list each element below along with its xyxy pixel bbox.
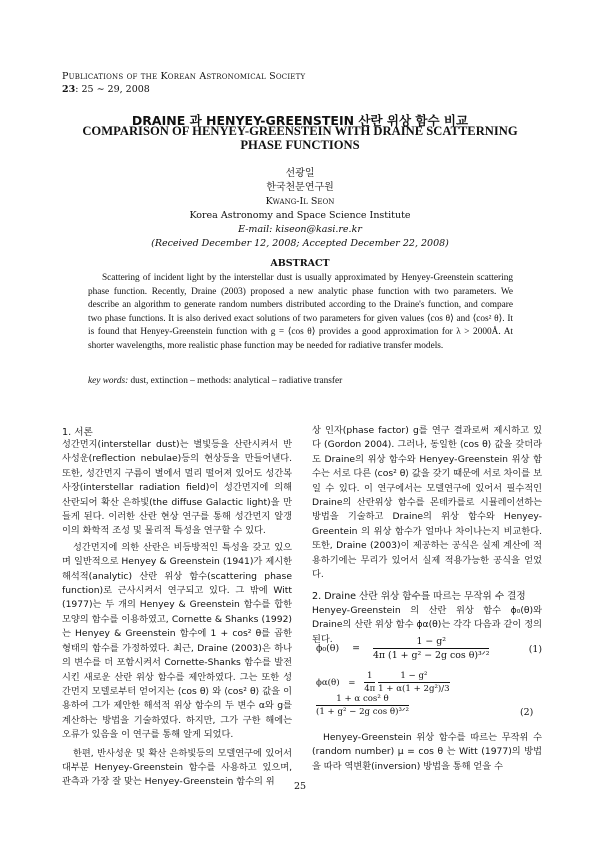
keywords-text: dust, extinction – methods: analytical – radiative transfer xyxy=(128,376,343,386)
equation-1: ϕ₀(θ) = $\frac{\text{1 − g²}}{\text{4π (1 + g² − 2g cos θ)³ᐟ²}}$ (1) xyxy=(316,636,542,661)
received-dates: (Received December 12, 2008; Accepted December 22, 2008) xyxy=(151,238,449,249)
section1-paragraph3: 한편, 반사성운 및 확산 은하빛등의 모델연구에 있어서 대부분 Henyey-Greenstein 함수를 사용하고 있으며, 관측과 가장 잘 맞는 Henyey-Greenstein 함수의 위 xyxy=(62,747,292,788)
volume-line xyxy=(62,84,150,95)
section1-paragraph4: 상 인자(phase factor) g를 연구 결과로써 제시하고 있다 (Gordon 2004). 그러나, 동일한 ⟨cos θ⟩ 값을 갖더라도 Draine의 위상 함수와 Henyey-Greenstein 위상 함수는 서로 다른 ⟨cos² θ⟩ 값을 갖기 때문에 서로 차이를 보일 수 있다. 이 연구에서는 모델연구에 있어서 필수적인 Draine의 산란위상 함수를 몬테카를로 시뮬레이션하는 방법을 기술하고 Draine의 위상 함수와 Henyey-Greentein 의 위상 함수가 얼마나 차이나는지 비교한다. 또한, Draine (2003)이 제공하는 공식은 실제 계산에 적용하기에는 무리가 있어서 실제 적용가능한 공식을 얻었다. xyxy=(312,425,542,581)
section2-paragraph1: Henyey-Greenstein 의 산란 위상 함수 ϕ₀(θ)와 Draine의 산란 위상 함수 ϕα(θ)는 각각 다음과 같이 정의된다. xyxy=(312,605,542,645)
section1-paragraph1: 성간먼지(interstellar dust)는 별빛등을 산란시켜서 반사성운(reflection nebulae)등의 현상등을 만들어낸다. 또한, 성간먼지 구름이 별에서 멀리 떨어져 있어도 성간복사장(interstellar radiation field)이 성간먼지에 의해 산란되어 확산 은하빛(the diffuse Galactic light)을 만들게 된다. 이러한 산란 현상 연구를 통해 성간먼지 알갱이의 화학적 조성 및 물리적 특성을 연구할 수 있다. xyxy=(62,439,292,537)
keywords-label: key words: xyxy=(88,376,129,386)
section2-paragraph2: Henyey-Greenstein 위상 함수를 따르는 무작위 수 (random number) μ = cos θ 는 Witt (1977)의 방법을 따라 역변환(inversion) 방법을 통해 얻을 수 xyxy=(312,732,542,772)
abstract-heading: ABSTRACT xyxy=(270,258,330,269)
section1-heading: 1. 서론 xyxy=(62,427,93,438)
eq1-denominator: 4π (1 + g² − 2g cos θ)³ᐟ² xyxy=(372,650,490,661)
left-column xyxy=(62,438,292,790)
eq2-f3-numerator: 1 + α cos² θ xyxy=(316,694,409,706)
title-english-line2: PHASE FUNCTIONS xyxy=(240,137,360,152)
title-english-line1: COMPARISON OF HENYEY-GREENSTEIN WITH DRAINE SCATTERNING xyxy=(82,124,518,138)
eq1-fraction xyxy=(373,636,490,661)
eq2-label: (2) xyxy=(520,707,534,718)
eq2-f2-denominator: 1 + α(1 + 2g²)/3 xyxy=(378,684,450,694)
institute-english: Korea Astronomy and Space Science Institute xyxy=(189,210,411,221)
eq1-numerator: 1 − g² xyxy=(373,636,490,649)
author-name-korean: 선광일 xyxy=(285,168,315,179)
equation-2: ϕα(θ) = $\frac{1}{4\pi}$ $\frac{\text{1 − g²}}{\text{1 + α(1 + 2g²)/3}}$ $\frac{\text{1 + α cos² θ}}{\text{(1 + g² − 2g cos θ)³ᐟ²}}$ xyxy=(316,671,450,717)
volume-number: 23 xyxy=(62,84,76,95)
eq2-lhs: ϕα(θ) xyxy=(316,678,340,688)
section1-paragraph2: 성간먼지에 의한 산란은 비등방적인 특성을 갖고 있으며 일반적으로 Henyey & Greenstein (1941)가 제시한 해석적(analytic) 산란 위상 함수(scattering phase function)로 근사시켜서 연구되고 있다. 그 밖에 Witt (1977)는 두 개의 Henyey & Greenstein 함수를 합한 모양의 함수를 이용하였고, Cornette & Shanks (1992)는 Henyey & Greenstein 함수에 1 + cos² θ를 곱한 형태의 함수를 가정하였다. 최근, Draine (2003)은 하나의 변수를 더 포함시켜서 Cornette-Shanks 함수를 발전시킨 새로운 산란 위상 함수를 제안하였다. 그는 또한 성간먼지 모델로부터 얻어지는 ⟨cos θ⟩ 와 ⟨cos² θ⟩ 값을 이용하여 그가 제안한 해석적 위상 함수의 두 변수 α와 g를 계산하는 방법을 기술하였다. 하지만, 그가 구한 해에는 오류가 있음을 이 연구를 통해 알게 되었다. xyxy=(62,541,292,741)
eq2-fraction-1 xyxy=(364,671,375,694)
institute-korean: 한국천문연구원 xyxy=(266,182,334,193)
eq2-f2-numerator: 1 − g² xyxy=(378,671,450,683)
author-name-english: Kwang-Il Seon xyxy=(265,196,335,207)
keywords xyxy=(88,376,513,386)
section2-heading: 2. Draine 산란 위상 함수를 따르는 무작위 수 결정 xyxy=(312,591,526,602)
eq2-fraction-3 xyxy=(316,694,409,717)
page-range: : 25 ∼ 29, 2008 xyxy=(75,84,150,95)
page-number: 25 xyxy=(293,781,307,792)
eq2-fraction-2 xyxy=(378,671,450,694)
author-email: E-mail: kiseon@kasi.re.kr xyxy=(238,224,362,235)
abstract-text: Scattering of incident light by the interstellar dust is usually approximated by Henyey-Greenstein scattering phase function. Recently, Draine (2003) proposed a new analytic phase function with two parameters. We describe an algorithm to generate random numbers distributed according to the Draine's function, and compare two phase functions. It is also derived exact solutions of two parameters for given values ⟨cos θ⟩ and ⟨cos² θ⟩. It is found that Henyey-Greenstein function with g = ⟨cos θ⟩ provides a good approximation for λ > 2000Å. At shorter wavelengths, more realistic phase function may be needed for radiative transfer models. xyxy=(88,273,513,351)
eq1-label: (1) xyxy=(528,644,542,655)
eq2-f1-denominator: 4π xyxy=(364,684,376,694)
right-column-top xyxy=(312,424,542,582)
eq2-f1-numerator: 1 xyxy=(364,671,375,683)
section2-continuation xyxy=(312,731,542,774)
journal-name: Publications of the Korean Astronomical Society xyxy=(62,71,306,82)
title-korean: DRAINE 과 HENYEY-GREENSTEIN 산란 위상 함수 비교 xyxy=(131,113,469,128)
eq2-f3-denominator: (1 + g² − 2g cos θ)³ᐟ² xyxy=(316,707,409,717)
title-english xyxy=(50,125,550,152)
eq1-lhs: ϕ₀(θ) xyxy=(316,643,340,654)
